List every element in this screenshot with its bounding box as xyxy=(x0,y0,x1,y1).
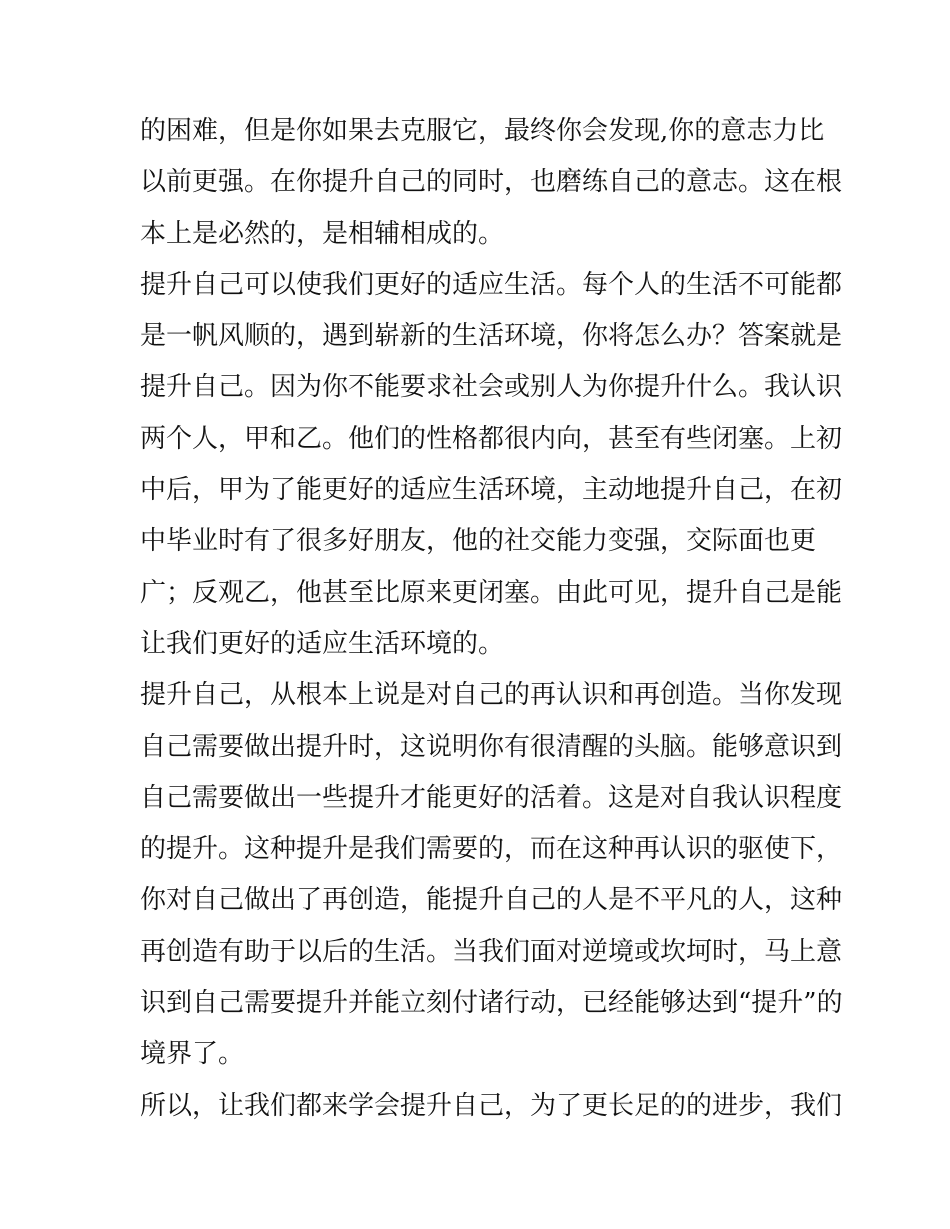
text-line: 你对自己做出了再创造，能提升自己的人是不平凡的人，这种 xyxy=(140,885,843,916)
text-line: 本上是必然的，是相辅相成的。 xyxy=(140,218,505,249)
text-line: 的困难，但是你如果去克服它，最终你会发现,你的意志力比 xyxy=(140,116,825,146)
paragraph-1 xyxy=(140,106,843,260)
document-body xyxy=(140,106,843,1132)
text-line: 的提升。这种提升是我们需要的，而在这种再认识的驱使下， xyxy=(140,834,843,865)
text-line: 提升自己可以使我们更好的适应生活。每个人的生活不可能都 xyxy=(140,269,843,300)
text-line: 所以，让我们都来学会提升自己，为了更长足的的进步，我们 xyxy=(140,1090,843,1121)
text-line: 提升自己，从根本上说是对自己的再认识和再创造。当你发现 xyxy=(140,680,843,711)
text-line: 让我们更好的适应生活环境的。 xyxy=(140,628,505,659)
text-line: 中毕业时有了很多好朋友，他的社交能力变强，交际面也更 xyxy=(140,526,817,557)
text-line: 提升自己。因为你不能要求社会或别人为你提升什么。我认识 xyxy=(140,372,843,403)
paragraph-3 xyxy=(140,670,843,1080)
text-line: 广；反观乙，他甚至比原来更闭塞。由此可见，提升自己是能 xyxy=(140,577,843,608)
text-line: 境界了。 xyxy=(140,1039,245,1070)
text-line: 自己需要做出一些提升才能更好的活着。这是对自我认识程度 xyxy=(140,782,843,813)
text-line: 是一帆风顺的，遇到崭新的生活环境，你将怎么办？答案就是 xyxy=(140,321,843,352)
paragraph-2 xyxy=(140,260,843,670)
text-line: 识到自己需要提升并能立刻付诸行动，已经能够达到“提升”的 xyxy=(140,988,843,1019)
text-line: 两个人，甲和乙。他们的性格都很内向，甚至有些闭塞。上初 xyxy=(140,423,843,454)
paragraph-4 xyxy=(140,1081,843,1132)
text-line: 再创造有助于以后的生活。当我们面对逆境或坎坷时，马上意 xyxy=(140,936,843,967)
text-line: 自己需要做出提升时，这说明你有很清醒的头脑。能够意识到 xyxy=(140,731,843,762)
text-line: 以前更强。在你提升自己的同时，也磨练自己的意志。这在根 xyxy=(140,167,843,198)
text-line: 中后，甲为了能更好的适应生活环境，主动地提升自己，在初 xyxy=(140,475,843,506)
